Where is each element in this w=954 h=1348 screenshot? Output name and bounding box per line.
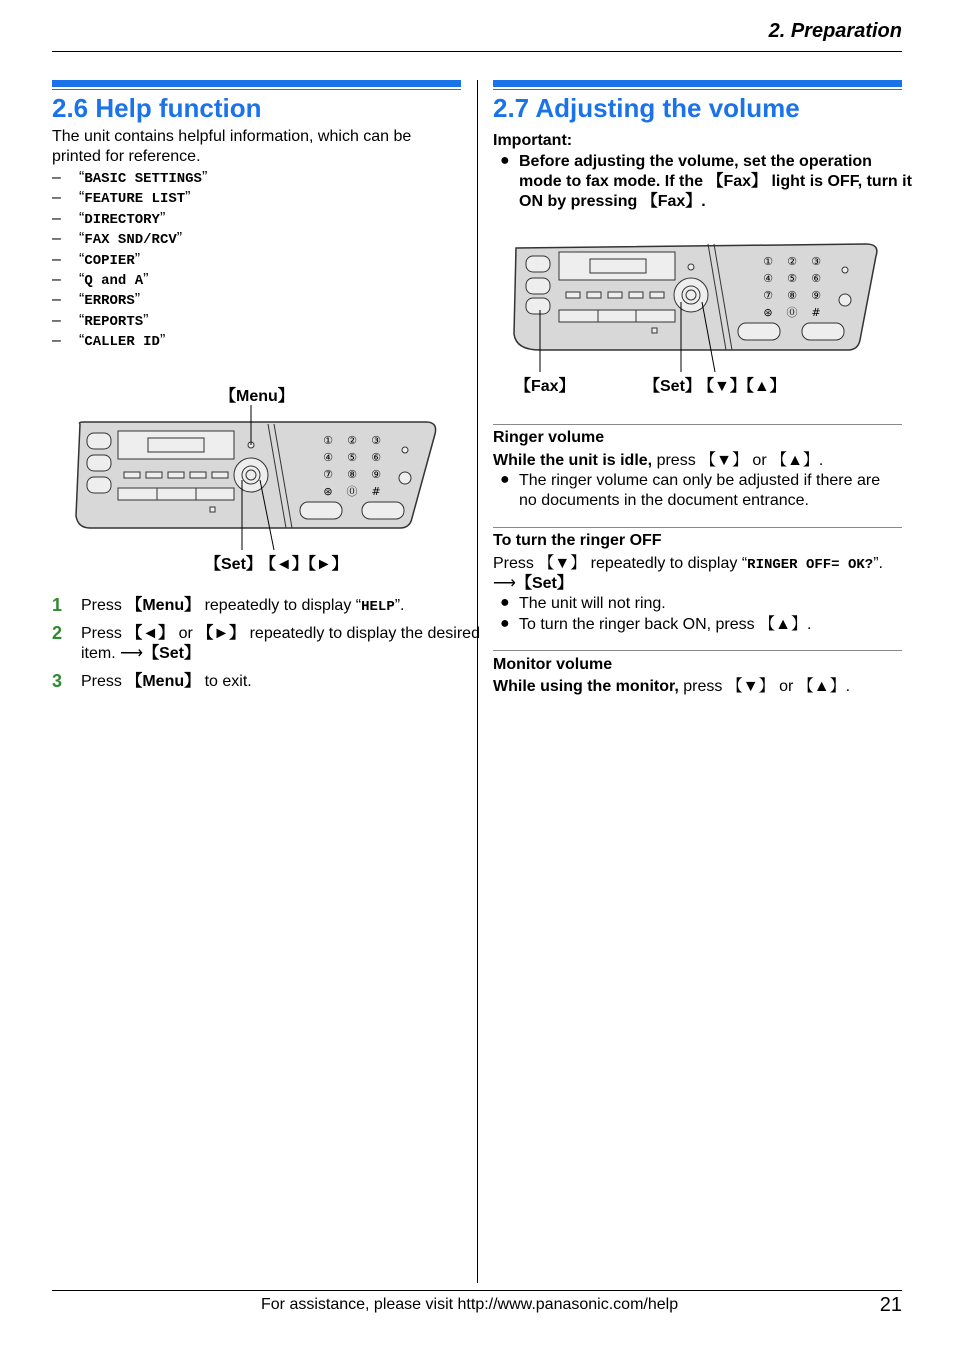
intro-text-line1: The unit contains helpful information, which can be bbox=[52, 128, 412, 145]
bullet-icon: ● bbox=[500, 471, 510, 488]
bullet-icon: ● bbox=[500, 152, 510, 169]
important-line: Before adjusting the volume, set the operation bbox=[519, 153, 872, 170]
svg-text:⑨: ⑨ bbox=[371, 468, 381, 481]
running-header: 2. Preparation bbox=[768, 20, 902, 42]
svg-text:⓪: ⓪ bbox=[786, 306, 798, 319]
list-dash: – bbox=[52, 169, 61, 186]
important-line: mode to fax mode. If the 【Fax】 light is OFF, turn it bbox=[519, 173, 912, 190]
ringer-off-set: ⟶【Set】 bbox=[493, 575, 573, 592]
section-bar bbox=[52, 80, 461, 87]
help-item-code: CALLER ID bbox=[84, 334, 160, 351]
svg-text:②: ② bbox=[787, 255, 797, 268]
left-right-keys-label: 【◄】【►】 bbox=[260, 556, 348, 573]
section-title-help: 2.6 Help function bbox=[52, 93, 262, 123]
help-item-code: FAX SND/RCV bbox=[84, 232, 177, 249]
svg-text:②: ② bbox=[347, 434, 357, 447]
list-dash: – bbox=[52, 189, 61, 207]
list-dash: – bbox=[52, 332, 61, 350]
help-list-item: – “DIRECTORY” bbox=[52, 209, 166, 228]
ringer-volume-heading: Ringer volume bbox=[493, 429, 605, 446]
ringer-volume-instruction: While the unit is idle, press 【▼】 or 【▲】. bbox=[493, 452, 824, 469]
help-list-item: – “CALLER ID” bbox=[52, 332, 166, 351]
help-list-item: – “FAX SND/RCV” bbox=[52, 230, 183, 249]
svg-text:⑧: ⑧ bbox=[787, 289, 797, 302]
svg-text:④: ④ bbox=[323, 451, 333, 464]
important-line: ON by pressing 【Fax】. bbox=[519, 193, 706, 210]
intro-text-line2: printed for reference. bbox=[52, 148, 201, 165]
svg-text:③: ③ bbox=[371, 434, 381, 447]
fax-panel-diagram-left bbox=[70, 400, 442, 550]
ringer-off-instruction: Press 【▼】 repeatedly to display “RINGER OFF= OK?”. bbox=[493, 555, 883, 573]
help-list-item: – “COPIER” bbox=[52, 250, 141, 269]
ringer-off-heading: To turn the ringer OFF bbox=[493, 532, 662, 549]
list-dash: – bbox=[52, 291, 61, 309]
svg-text:⑦: ⑦ bbox=[323, 468, 333, 481]
svg-text:⓪: ⓪ bbox=[346, 485, 358, 498]
svg-text:#: # bbox=[371, 485, 381, 498]
important-label: Important: bbox=[493, 132, 573, 149]
set-key-label: 【Set】 bbox=[644, 378, 701, 395]
step-text-cont: item. ⟶【Set】 bbox=[81, 645, 200, 662]
svg-text:⑥: ⑥ bbox=[371, 451, 381, 464]
up-down-keys-label: 【▼】【▲】 bbox=[698, 378, 786, 395]
page-number: 21 bbox=[879, 1294, 902, 1316]
svg-text:⑨: ⑨ bbox=[811, 289, 821, 302]
help-list-item: – “BASIC SETTINGS” bbox=[52, 169, 208, 187]
ringer-off-note: The unit will not ring. bbox=[519, 595, 666, 612]
help-list-item: – “REPORTS” bbox=[52, 311, 149, 330]
svg-text:④: ④ bbox=[763, 272, 773, 285]
subsection-rule bbox=[493, 527, 902, 528]
svg-text:⑥: ⑥ bbox=[811, 272, 821, 285]
svg-text:⊛: ⊛ bbox=[763, 306, 773, 319]
step-number: 3 bbox=[52, 671, 63, 691]
help-list-item: – “Q and A” bbox=[52, 271, 149, 289]
monitor-volume-heading: Monitor volume bbox=[493, 656, 613, 673]
section-bar bbox=[493, 80, 902, 87]
list-dash: – bbox=[52, 311, 61, 329]
svg-text:#: # bbox=[811, 306, 821, 319]
footer-assistance-text: For assistance, please visit http://www.panasonic.com/help bbox=[261, 1296, 679, 1313]
svg-text:⑦: ⑦ bbox=[763, 289, 773, 302]
section-bar-thin bbox=[493, 89, 902, 90]
help-item-code: REPORTS bbox=[84, 313, 144, 330]
monitor-volume-instruction: While using the monitor, press 【▼】 or 【▲】. bbox=[493, 678, 851, 695]
step-text: Press 【Menu】 repeatedly to display “HELP”. bbox=[81, 597, 405, 615]
set-key-label: 【Set】 bbox=[205, 556, 262, 573]
bullet-icon: ● bbox=[500, 594, 510, 611]
list-dash: – bbox=[52, 230, 61, 248]
step-number: 2 bbox=[52, 623, 63, 643]
section-title-volume: 2.7 Adjusting the volume bbox=[493, 93, 800, 123]
step-text: Press 【Menu】 to exit. bbox=[81, 673, 252, 690]
step-text: Press 【◄】 or 【►】 repeatedly to display the desired bbox=[81, 625, 480, 642]
step-number: 1 bbox=[52, 595, 63, 615]
list-dash: – bbox=[52, 271, 61, 288]
help-item-code: BASIC SETTINGS bbox=[84, 171, 202, 187]
svg-text:①: ① bbox=[323, 434, 333, 447]
svg-text:①: ① bbox=[763, 255, 773, 268]
list-dash: – bbox=[52, 250, 61, 268]
section-bar-thin bbox=[52, 89, 461, 90]
help-item-code: DIRECTORY bbox=[84, 211, 160, 228]
ringer-volume-note: The ringer volume can only be adjusted if there are bbox=[519, 472, 881, 489]
svg-text:③: ③ bbox=[811, 255, 821, 268]
svg-text:⑧: ⑧ bbox=[347, 468, 357, 481]
svg-text:⑤: ⑤ bbox=[787, 272, 797, 285]
menu-key-label: 【Menu】 bbox=[220, 388, 294, 405]
help-item-code: ERRORS bbox=[84, 293, 135, 310]
svg-text:⑤: ⑤ bbox=[347, 451, 357, 464]
column-divider bbox=[477, 80, 478, 1283]
subsection-rule bbox=[493, 650, 902, 651]
help-list-item: – “FEATURE LIST” bbox=[52, 189, 191, 208]
help-item-code: Q and A bbox=[84, 273, 144, 289]
fax-key-label: 【Fax】 bbox=[515, 378, 575, 395]
ringer-volume-note-cont: no documents in the document entrance. bbox=[519, 492, 809, 509]
help-list-item: – “ERRORS” bbox=[52, 291, 141, 310]
fax-panel-diagram-right bbox=[510, 240, 882, 380]
help-item-code: COPIER bbox=[84, 252, 135, 269]
list-dash: – bbox=[52, 209, 61, 227]
footer-rule bbox=[52, 1290, 902, 1291]
subsection-rule bbox=[493, 424, 902, 425]
header-rule bbox=[52, 51, 902, 52]
bullet-icon: ● bbox=[500, 615, 510, 632]
ringer-off-note: To turn the ringer back ON, press 【▲】. bbox=[519, 616, 812, 633]
help-item-code: FEATURE LIST bbox=[84, 191, 186, 208]
svg-text:⊛: ⊛ bbox=[323, 485, 333, 498]
